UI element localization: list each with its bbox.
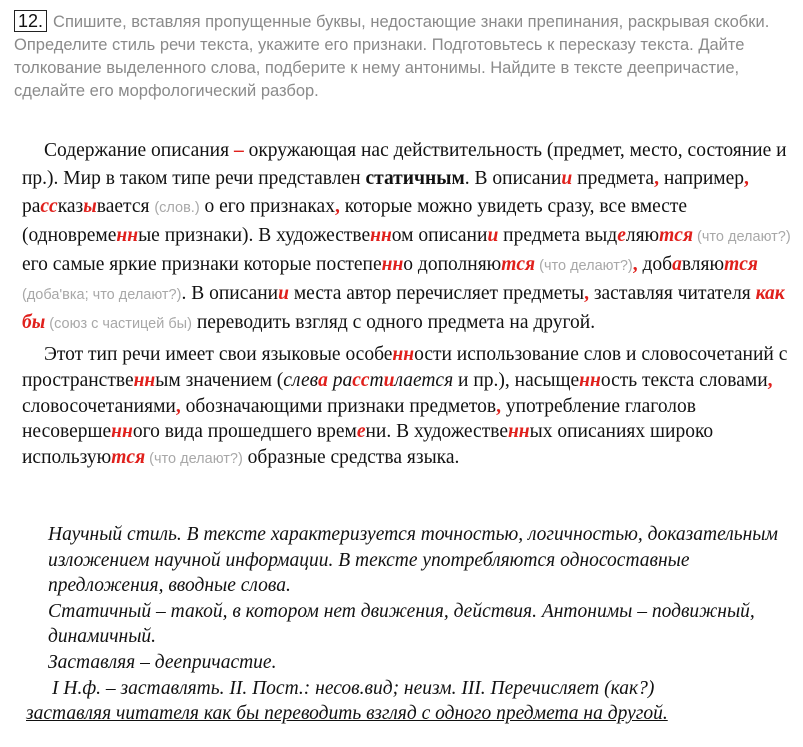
task-text: Спишите, вставляя пропущенные буквы, недостающие знаки препинания, раскрывая скобки. Определите стиль речи текста, укажите его признаки. Подготовьтесь к пересказу текста. Дайте толкование выделенного слова, подберите к нему антонимы. Найдите в тексте деепричастие, сделайте его морфологический разбор.: [14, 13, 770, 100]
paragraph-1: Содержание описания – окружающая нас действительность (предмет, место, состояние и пр.). Мир в таком типе речи представлен статичным. В описании предмета, например, рассказывается (слов.) о его признаках, которые можно увидеть сразу, все вместе (одновременные признаки). В художественном описании предмета выделяются (что делают?) его самые яркие признаки которые постепенно дополняются (что делают?), добавляются (доба'вка; что делают?). В описании места автор перечисляет предметы, заставляя читателя как бы (союз с частицей бы) переводить взгляд с одного предмета на другой.: [22, 140, 791, 333]
paragraph-2: Этот тип речи имеет свои языковые особенности использование слов и словосочетаний с пространственным значением (слева расстилается и пр.), насыщенность текста словами, словосочетаниями, обозначающими признаки предметов, употребление глаголов несовершенного вида прошедшего времени. В художественных описаниях широко используются (что делают?) образные средства языка.: [22, 344, 788, 469]
main-text: [22, 137, 792, 473]
analysis-block: [26, 522, 788, 727]
style-analysis: Научный стиль. В тексте характеризуется точностью, логичностью, доказательным изложением научной информации. В тексте употребляются односоставные предложения, вводные слова.: [48, 524, 778, 597]
participle-label: Заставляя – деепричастие.: [48, 651, 277, 673]
highlighted-word: статичным: [365, 168, 465, 189]
task-number: 12.: [14, 10, 47, 32]
task-instructions: [14, 10, 790, 103]
word-meaning: Статичный – такой, в котором нет движения, действия. Антонимы – подвижный, динамичный.: [48, 600, 755, 648]
morph-analysis: I Н.ф. – заставлять. II. Пост.: несов.вид; неизм. III. Перечисляет (как?): [52, 677, 655, 699]
morph-underlined: заставляя читателя как бы переводить взгляд с одного предмета на другой.: [26, 703, 668, 725]
